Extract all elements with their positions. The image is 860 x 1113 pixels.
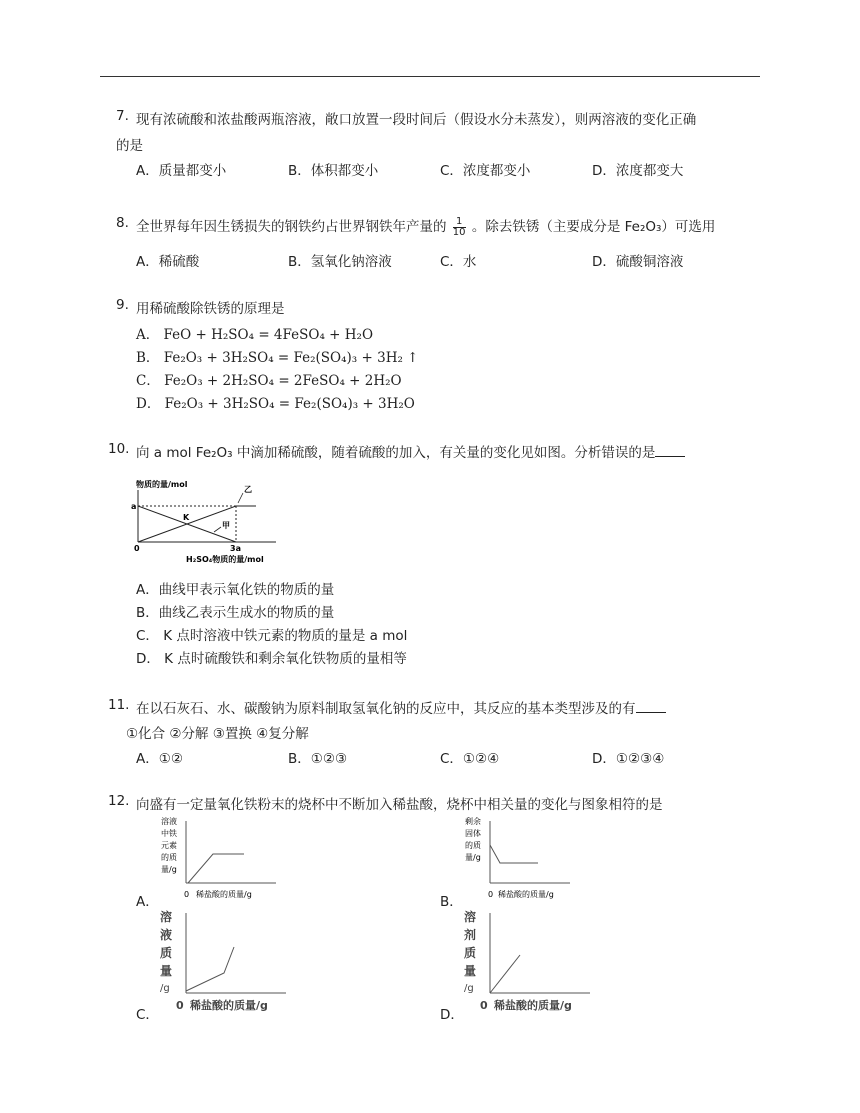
q12c-ylabel-4: 量 bbox=[160, 964, 173, 978]
q12-option-a[interactable]: A． bbox=[136, 894, 159, 910]
q11-types: ①化合 ②分解 ③置换 ④复分解 bbox=[126, 726, 309, 742]
q10-option-c[interactable]: C． K 点时溶液中铁元素的物质的量是 a mol bbox=[136, 628, 408, 644]
q10-number: 10. bbox=[108, 441, 130, 457]
q12b-ylabel-2: 固体 bbox=[465, 829, 481, 838]
q9-option-d[interactable]: D． Fe₂O₃ + 3H₂SO₄ = Fe₂(SO₄)₃ + 3H₂O bbox=[136, 396, 415, 412]
q10-tick-3a: 3a bbox=[230, 544, 241, 553]
q10-arrow-jia bbox=[214, 527, 221, 532]
q10-option-a[interactable]: A．曲线甲表示氧化铁的物质的量 bbox=[136, 582, 335, 598]
q10-graph bbox=[126, 478, 286, 566]
q8-option-b[interactable]: B．氢氧化钠溶液 bbox=[288, 254, 392, 270]
q10-tick-a: a bbox=[131, 502, 137, 511]
q8-frac-num: 1 bbox=[453, 217, 466, 228]
q12d-ylabel-1: 溶 bbox=[464, 910, 477, 924]
q12-graph-a bbox=[158, 815, 288, 905]
q12-option-c[interactable]: C． bbox=[136, 1007, 159, 1023]
q10-graph-ylabel: 物质的量/mol bbox=[136, 480, 188, 489]
q9-option-c[interactable]: C． Fe₂O₃ + 2H₂SO₄ = 2FeSO₄ + 2H₂O bbox=[136, 373, 402, 389]
q12b-ylabel-4: 量/g bbox=[465, 853, 481, 862]
q12c-ylabel-5: /g bbox=[160, 983, 170, 994]
q12c-xlabel: 稀盐酸的质量/g bbox=[190, 999, 268, 1012]
q12a-ylabel-1: 溶液 bbox=[161, 817, 177, 826]
q11-answer-blank[interactable] bbox=[636, 711, 666, 713]
q7-option-b[interactable]: B．体积都变小 bbox=[288, 163, 379, 179]
q12-number: 12. bbox=[108, 793, 130, 809]
q12a-xlabel: 稀盐酸的质量/g bbox=[196, 890, 252, 899]
q12d-xlabel: 稀盐酸的质量/g bbox=[494, 999, 572, 1012]
q12a-ylabel-3: 元素 bbox=[161, 841, 177, 850]
q12b-ylabel-1: 剩余 bbox=[465, 817, 481, 826]
q12-graph-b bbox=[462, 815, 582, 905]
q11-option-c[interactable]: C．①②④ bbox=[440, 751, 500, 767]
q9-option-a[interactable]: A． FeO + H₂SO₄ = 4FeSO₄ + H₂O bbox=[136, 327, 374, 343]
q12d-ylabel-3: 质 bbox=[464, 946, 477, 960]
q7-option-c[interactable]: C．浓度都变小 bbox=[440, 163, 531, 179]
q8-stem-b: 。除去铁锈（主要成分是 Fe₂O₃）可选用 bbox=[471, 219, 716, 235]
q10-answer-blank[interactable] bbox=[655, 455, 685, 457]
q8-option-a[interactable]: A．稀硫酸 bbox=[136, 254, 200, 270]
q10-label-yi: 乙 bbox=[244, 485, 252, 494]
q7-option-a[interactable]: A．质量都变小 bbox=[136, 163, 227, 179]
q12c-curve bbox=[186, 947, 234, 991]
q7-stem-line2: 的是 bbox=[116, 138, 143, 154]
q11-option-b[interactable]: B．①②③ bbox=[288, 751, 348, 767]
q11-option-d[interactable]: D．①②③④ bbox=[592, 751, 665, 767]
q8-fraction bbox=[453, 217, 466, 238]
q12d-ylabel-4: 量 bbox=[464, 964, 477, 978]
q12c-ylabel-2: 液 bbox=[160, 928, 173, 942]
q8-option-d[interactable]: D．硫酸铜溶液 bbox=[592, 254, 684, 270]
q7-stem-line1: 现有浓硫酸和浓盐酸两瓶溶液，敞口放置一段时间后（假设水分未蒸发），则两溶液的变化正确 bbox=[136, 112, 697, 128]
q10-label-jia: 甲 bbox=[222, 521, 230, 530]
q12d-ylabel-2: 剂 bbox=[464, 928, 477, 942]
q12-graph-c bbox=[156, 905, 296, 1015]
q10-arrow-yi bbox=[238, 493, 243, 503]
q12d-curve bbox=[490, 955, 520, 993]
q12d-ylabel-5: /g bbox=[464, 983, 474, 994]
q8-option-c[interactable]: C．水 bbox=[440, 254, 477, 270]
q11-stem-text: 在以石灰石、水、碳酸钠为原料制取氢氧化钠的反应中，其反应的基本类型涉及的有 bbox=[136, 701, 636, 717]
q11-number: 11. bbox=[108, 697, 130, 713]
q12c-ylabel-3: 质 bbox=[160, 946, 173, 960]
q7-number: 7. bbox=[116, 108, 129, 124]
q12-option-d[interactable]: D． bbox=[440, 1007, 464, 1023]
q10-point-k: K bbox=[183, 513, 190, 522]
q8-stem-a: 全世界每年因生锈损失的钢铁约占世界钢铁年产量的 bbox=[136, 219, 447, 235]
q10-option-b[interactable]: B．曲线乙表示生成水的物质的量 bbox=[136, 605, 335, 621]
q10-option-d[interactable]: D． K 点时硫酸铁和剩余氧化铁物质的量相等 bbox=[136, 651, 407, 667]
q12a-origin: 0 bbox=[184, 890, 190, 899]
header-rule bbox=[100, 76, 760, 77]
q12c-origin: 0 bbox=[176, 999, 184, 1012]
q12b-xlabel: 稀盐酸的质量/g bbox=[498, 890, 554, 899]
q10-stem-text: 向 a mol Fe₂O₃ 中滴加稀硫酸，随着硫酸的加入，有关量的变化见如图。分析错误的是 bbox=[136, 445, 656, 461]
q8-stem bbox=[136, 215, 715, 238]
q10-origin: 0 bbox=[134, 544, 140, 553]
q10-graph-xlabel: H₂SO₄物质的量/mol bbox=[186, 555, 264, 564]
q9-stem: 用稀硫酸除铁锈的原理是 bbox=[136, 301, 285, 317]
q12a-ylabel-2: 中铁 bbox=[161, 829, 177, 838]
q12b-ylabel-3: 的质 bbox=[465, 841, 481, 850]
q11-option-a[interactable]: A．①② bbox=[136, 751, 183, 767]
q12b-origin: 0 bbox=[488, 890, 494, 899]
q8-frac-den: 10 bbox=[452, 226, 466, 238]
q12a-curve bbox=[188, 854, 244, 883]
q11-stem bbox=[136, 697, 666, 717]
q8-number: 8. bbox=[116, 215, 129, 231]
q12-graph-d bbox=[460, 905, 600, 1015]
q9-number: 9. bbox=[116, 297, 129, 313]
q7-option-d[interactable]: D．浓度都变大 bbox=[592, 163, 684, 179]
q12-option-b[interactable]: B． bbox=[440, 894, 463, 910]
q10-stem bbox=[136, 441, 685, 461]
q12a-ylabel-4: 的质 bbox=[161, 853, 177, 862]
q9-option-b[interactable]: B． Fe₂O₃ + 3H₂SO₄ = Fe₂(SO₄)₃ + 3H₂ ↑ bbox=[136, 350, 419, 366]
q12a-ylabel-5: 量/g bbox=[161, 865, 177, 874]
q12b-curve bbox=[490, 845, 538, 863]
q12d-origin: 0 bbox=[480, 999, 488, 1012]
q12-stem: 向盛有一定量氧化铁粉末的烧杯中不断加入稀盐酸，烧杯中相关量的变化与图象相符的是 bbox=[136, 797, 663, 813]
q12c-ylabel-1: 溶 bbox=[160, 910, 173, 924]
